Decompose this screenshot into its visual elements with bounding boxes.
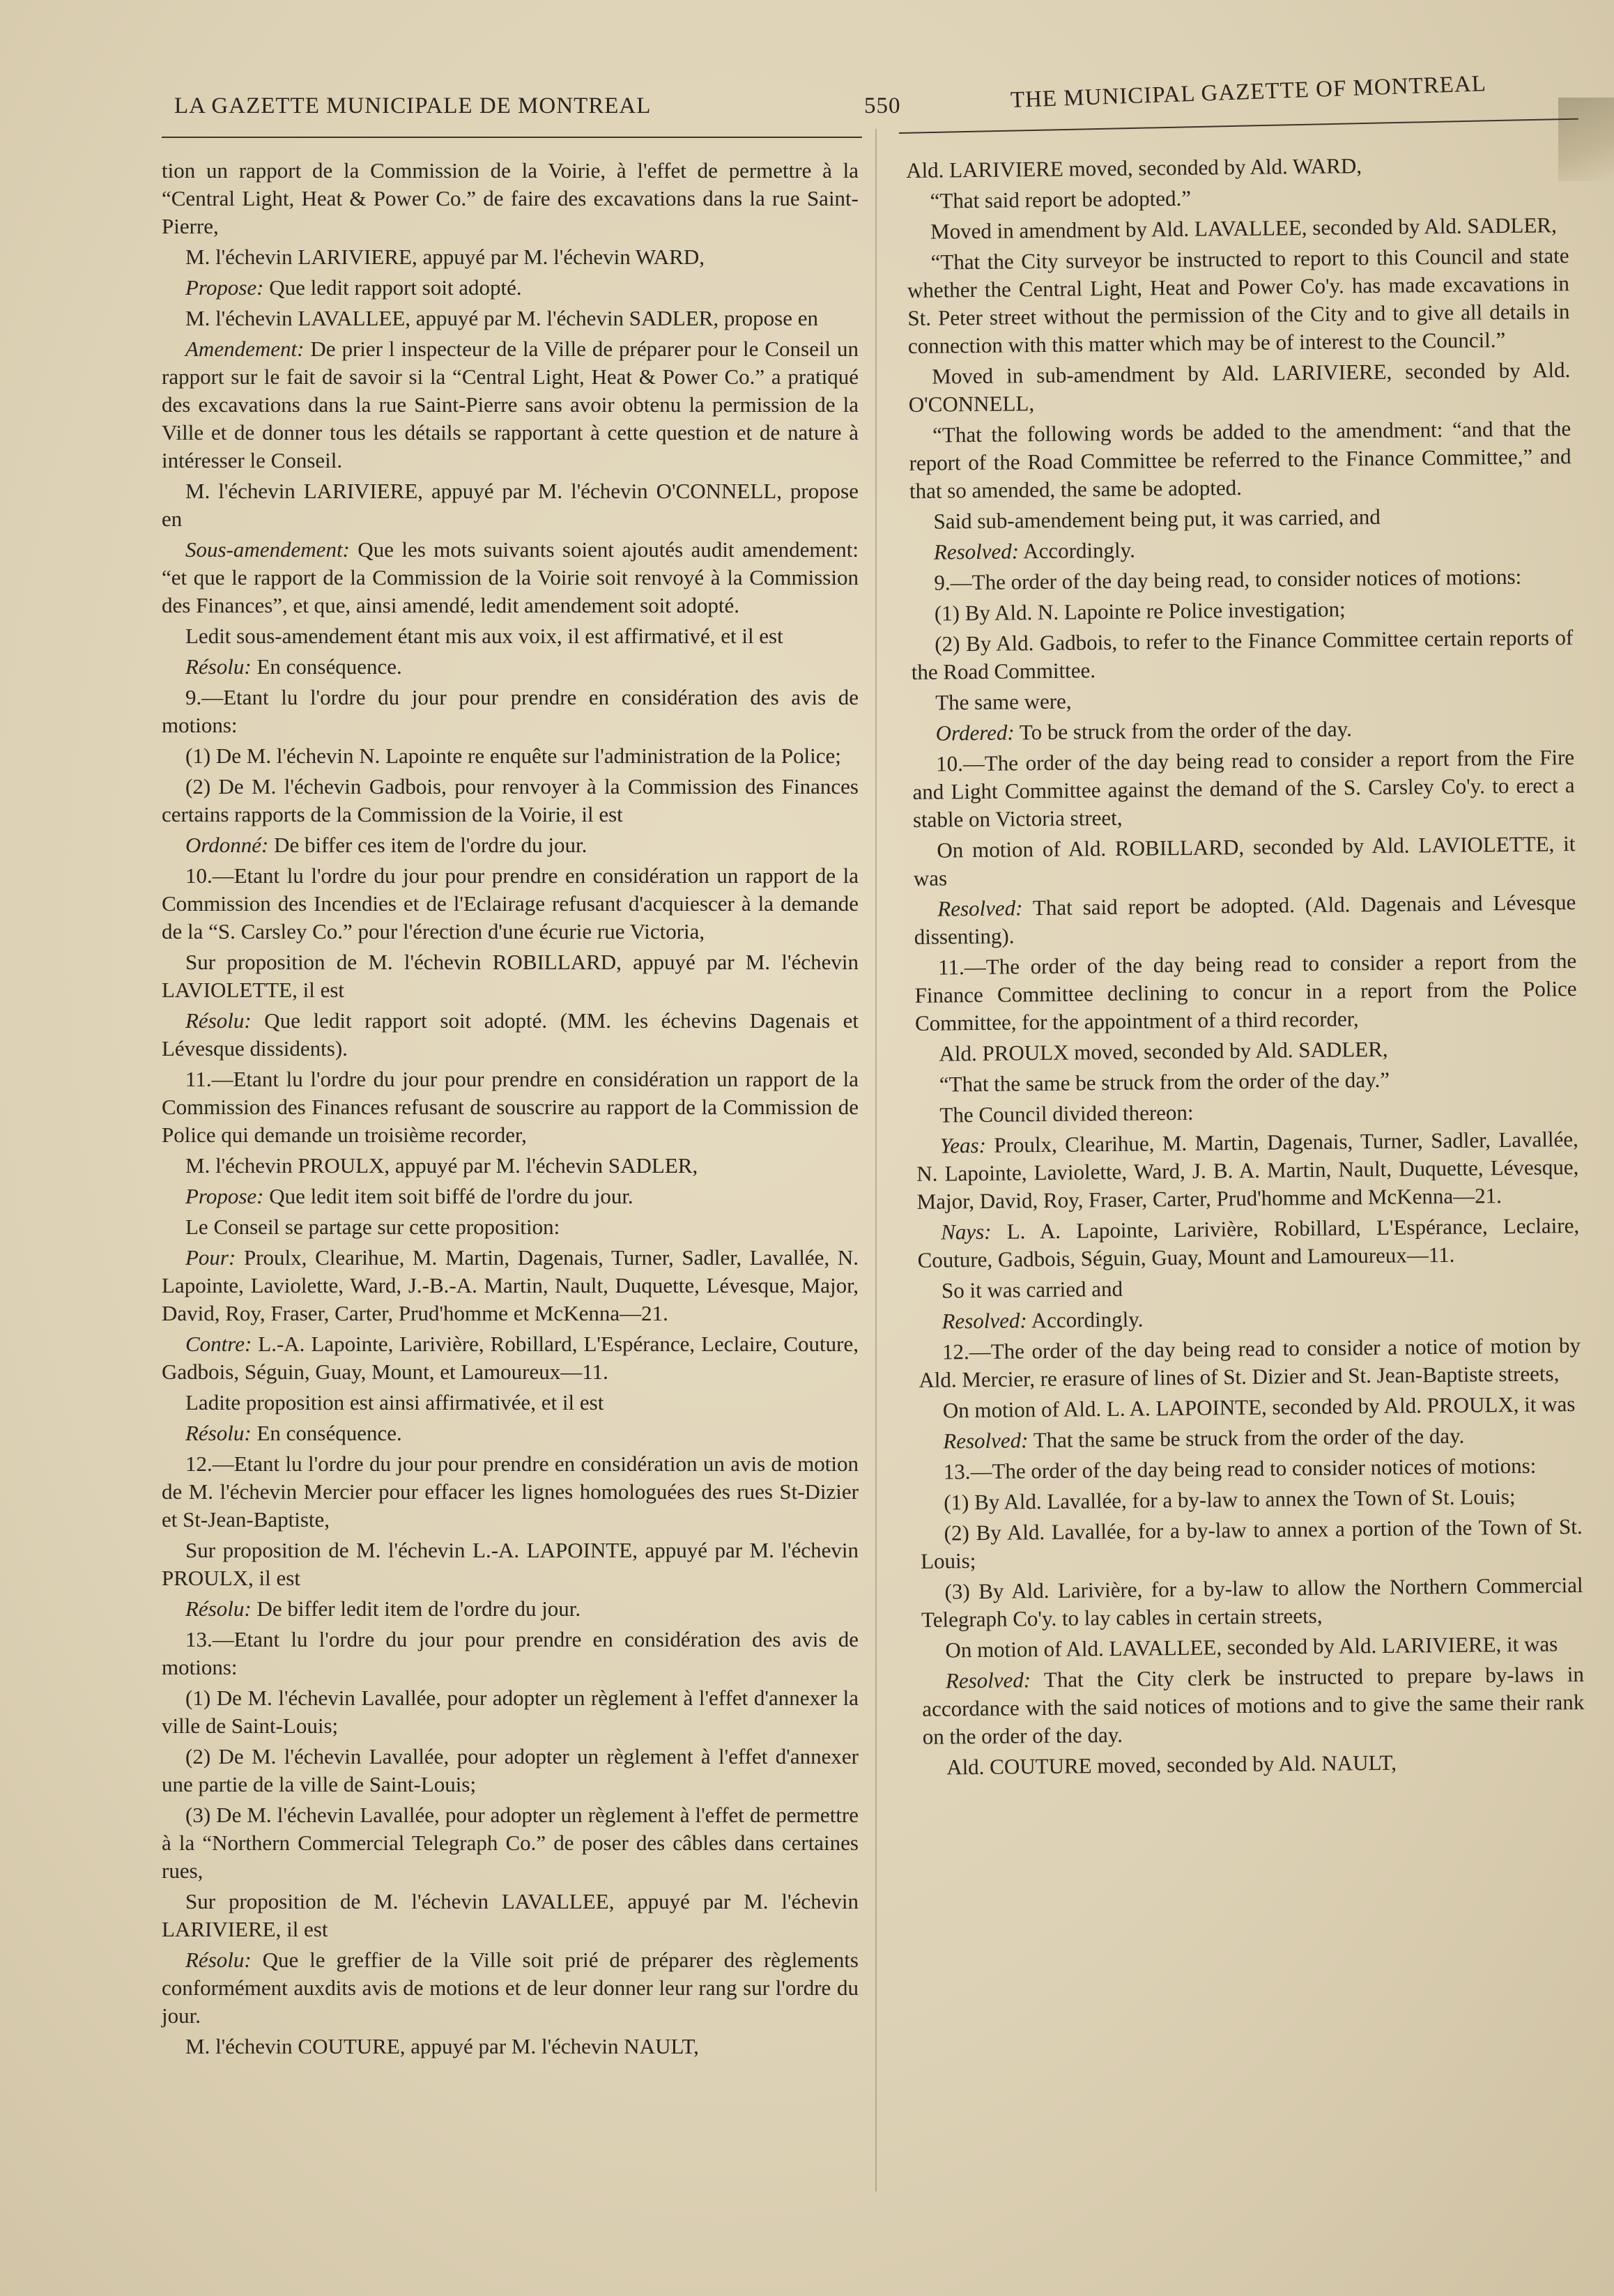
paragraph: M. l'échevin PROULX, appuyé par M. l'échevin SADLER, xyxy=(185,1153,698,1178)
paragraph: Resolved: That said report be adopted. (Ald. Dagenais and Lévesque dissenting). xyxy=(914,889,1576,949)
paragraph: 13.—Etant lu l'ordre du jour pour prendre en considération des avis de motions: xyxy=(162,1627,859,1679)
paragraph: Said sub-amendement being put, it was carried, and xyxy=(933,504,1381,534)
procedural-keyword: Resolved: xyxy=(943,1428,1029,1454)
paragraph: 12.—Etant lu l'ordre du jour pour prendre en considération un avis de motion de M. l'échevin Mercier pour effacer les lignes homologuées des rues St-Dizier et St-Jean-Baptiste, xyxy=(162,1451,859,1532)
paragraph: M. l'échevin COUTURE, appuyé par M. l'échevin NAULT, xyxy=(185,2034,699,2058)
procedural-keyword: Propose: xyxy=(185,1184,264,1208)
procedural-keyword: Resolved: xyxy=(937,895,1023,921)
paragraph: (1) By Ald. N. Lapointe re Police investigation; xyxy=(934,596,1346,626)
header-french-title: LA GAZETTE MUNICIPALE DE MONTREAL xyxy=(174,93,652,118)
paragraph: (1) By Ald. Lavallée, for a by-law to annex the Town of St. Louis; xyxy=(944,1484,1516,1515)
header-english-title: THE MUNICIPAL GAZETTE OF MONTREAL xyxy=(1010,71,1487,113)
paragraph: Resolved: That the same be struck from the order of the day. xyxy=(943,1423,1465,1454)
paragraph: Amendement: De prier l inspecteur de la Ville de préparer pour le Conseil un rapport sur le fait de savoir si la “Central Light, Heat & Power Co.” a pratiqué des excavations dans la rue Saint-Pierre sans avoir obtenu la permission de la Ville et de donner tous les détails se rapportant à cette question et de nature à intéresser le Conseil. xyxy=(162,337,859,472)
paragraph: On motion of Ald. ROBILLARD, seconded by Ald. LAVIOLETTE, it was xyxy=(913,831,1576,891)
paragraph: 11.—The order of the day being read to consider a report from the Finance Committee declining to concur in a report from the Police Committee, for the appointment of a third recorder, xyxy=(914,948,1577,1035)
page-header xyxy=(160,71,1561,128)
paragraph: Ordered: To be struck from the order of the day. xyxy=(935,716,1353,746)
paragraph: Résolu: En conséquence. xyxy=(185,1421,402,1445)
paragraph: 9.—The order of the day being read, to consider notices of motions: xyxy=(934,564,1522,595)
paragraph: “That the same be struck from the order of the day.” xyxy=(939,1067,1390,1097)
paragraph: Resolved: That the City clerk be instructed to prepare by-laws in accordance with the said notices of motions and to give the same their rank on the order of the day. xyxy=(922,1661,1585,1749)
paragraph: So it was carried and xyxy=(941,1276,1123,1303)
page-number: 550 xyxy=(864,93,901,118)
paragraph: Ald. LARIVIERE moved, seconded by Ald. WARD, xyxy=(906,153,1362,183)
paragraph: Pour: Proulx, Clearihue, M. Martin, Dagenais, Turner, Sadler, Lavallée, N. Lapointe, Laviolette, Ward, J.-B.-A. Martin, Nault, Duquette, Lévesque, Major, David, Roy, Fraser, Carter, Prud'homme et McKenna—21. xyxy=(162,1245,859,1325)
paragraph: On motion of Ald. L. A. LAPOINTE, seconded by Ald. PROULX, it was xyxy=(942,1392,1576,1423)
procedural-keyword: Ordered: xyxy=(935,720,1015,746)
paragraph: Résolu: En conséquence. xyxy=(185,654,402,679)
paragraph: “That the City surveyor be instructed to report to this Council and state whether the Central Light, Heat and Power Co'y. has made excavations in St. Peter street without the permission of the City and to give all details in connection with this matter which may be of interest to the Council.” xyxy=(907,243,1570,358)
paragraph: Sous-amendement: Que les mots suivants soient ajoutés audit amendement: “et que le rapport de la Commission de la Voirie soit renvoyé à la Commission des Finances”, et que, ainsi amendé, ledit amendement soit adopté. xyxy=(162,537,859,617)
procedural-keyword: Amendement: xyxy=(185,337,305,361)
procedural-keyword: Résolu: xyxy=(185,1008,252,1033)
paragraph: Propose: Que ledit rapport soit adopté. xyxy=(185,275,522,300)
paragraph: M. l'échevin LARIVIERE, appuyé par M. l'échevin O'CONNELL, propose en xyxy=(162,479,859,531)
paragraph: Le Conseil se partage sur cette proposition: xyxy=(185,1215,560,1239)
procedural-keyword: Nays: xyxy=(940,1219,992,1245)
paragraph: Moved in sub-amendment by Ald. LARIVIERE, seconded by Ald. O'CONNELL, xyxy=(908,357,1571,417)
paragraph: 11.—Etant lu l'ordre du jour pour prendre en considération un rapport de la Commission des Finances refusant de souscrire au rapport de la Commission de Police qui demande un troisième recorder, xyxy=(162,1067,859,1147)
paragraph: Resolved: Accordingly. xyxy=(942,1307,1144,1334)
paragraph: 12.—The order of the day being read to consider a notice of motion by Ald. Mercier, re erasure of lines of St. Dizier and St. Jean-Baptiste streets, xyxy=(919,1332,1581,1392)
paragraph: Ordonné: De biffer ces item de l'ordre du jour. xyxy=(185,833,587,857)
paragraph: Propose: Que ledit item soit biffé de l'ordre du jour. xyxy=(185,1184,633,1208)
english-column xyxy=(906,150,1585,1785)
paragraph: Résolu: Que le greffier de la Ville soit prié de préparer des règlements conformément auxdits avis de motions et de leur donner leur rang sur l'ordre du jour. xyxy=(162,1948,859,2028)
procedural-keyword: Sous-amendement: xyxy=(185,537,350,562)
paragraph: Résolu: De biffer ledit item de l'ordre du jour. xyxy=(185,1596,581,1621)
procedural-keyword: Ordonné: xyxy=(185,833,269,857)
paragraph: “That the following words be added to the amendment: “and that the report of the Road Committee be referred to the Finance Committee,” and that so amended, the same be adopted. xyxy=(909,416,1571,503)
paragraph: 13.—The order of the day being read to consider notices of motions: xyxy=(943,1453,1537,1484)
paragraph: Yeas: Proulx, Clearihue, M. Martin, Dagenais, Turner, Sadler, Lavallée, N. Lapointe, Laviolette, Ward, J. B. A. Martin, Nault, Duquette, Lévesque, Major, David, Roy, Fraser, Carter, Prud'homme and McKenna—21. xyxy=(916,1126,1579,1214)
paragraph: Ald. PROULX moved, seconded by Ald. SADLER, xyxy=(939,1036,1388,1066)
paragraph: (3) By Ald. Larivière, for a by-law to allow the Northern Commercial Telegraph Co'y. to lay cables in certain streets, xyxy=(921,1572,1583,1632)
paragraph: Contre: L.-A. Lapointe, Larivière, Robillard, L'Espérance, Leclaire, Couture, Gadbois, Séguin, Guay, Mount, et Lamoureux—11. xyxy=(162,1332,859,1384)
header-rule-left xyxy=(162,137,862,138)
paragraph: (2) De M. l'échevin Gadbois, pour renvoyer à la Commission des Finances certains rapports de la Commission de la Voirie, il est xyxy=(162,774,859,826)
paragraph: M. l'échevin LAVALLEE, appuyé par M. l'échevin SADLER, propose en xyxy=(185,306,818,330)
procedural-keyword: Pour: xyxy=(185,1245,236,1270)
paragraph: Resolved: Accordingly. xyxy=(933,537,1136,564)
paragraph: Ledit sous-amendement étant mis aux voix, il est affirmativé, et il est xyxy=(185,624,783,648)
procedural-keyword: Yeas: xyxy=(939,1132,987,1158)
paragraph: (2) By Ald. Gadbois, to refer to the Finance Committee certain reports of the Road Committee. xyxy=(911,625,1574,684)
procedural-keyword: Propose: xyxy=(185,275,264,300)
paragraph: Moved in amendment by Ald. LAVALLEE, seconded by Ald. SADLER, xyxy=(930,213,1557,244)
paragraph: Ladite proposition est ainsi affirmativée, et il est xyxy=(185,1390,604,1415)
paragraph: The Council divided thereon: xyxy=(939,1100,1194,1127)
paragraph: 9.—Etant lu l'ordre du jour pour prendre en considération des avis de motions: xyxy=(162,685,859,737)
procedural-keyword: Contre: xyxy=(185,1332,252,1356)
paragraph: On motion of Ald. LAVALLEE, seconded by Ald. LARIVIERE, it was xyxy=(945,1631,1558,1663)
paragraph: Résolu: Que ledit rapport soit adopté. (MM. les échevins Dagenais et Lévesque dissidents). xyxy=(162,1008,859,1061)
paragraph: “That said report be adopted.” xyxy=(930,185,1192,213)
paragraph: (1) De M. l'échevin Lavallée, pour adopter un règlement à l'effet d'annexer la ville de Saint-Louis; xyxy=(162,1686,859,1738)
paragraph: Sur proposition de M. l'échevin LAVALLEE, appuyé par M. l'échevin LARIVIERE, il est xyxy=(162,1889,859,1941)
paragraph: Sur proposition de M. l'échevin ROBILLARD, appuyé par M. l'échevin LAVIOLETTE, il est xyxy=(162,950,859,1002)
procedural-keyword: Résolu: xyxy=(185,654,252,679)
column-divider xyxy=(875,129,877,2191)
procedural-keyword: Resolved: xyxy=(942,1308,1027,1334)
paragraph: tion un rapport de la Commission de la Voirie, à l'effet de permettre à la “Central Light, Heat & Power Co.” de faire des excavations dans la rue Saint-Pierre, xyxy=(162,158,859,238)
paragraph: 10.—Etant lu l'ordre du jour pour prendre en considération un rapport de la Commission des Incendies et de l'Eclairage refusant d'acquiescer à la demande de la “S. Carsley Co.” pour l'érection d'une écurie rue Victoria, xyxy=(162,863,859,943)
paragraph: Sur proposition de M. l'échevin L.-A. LAPOINTE, appuyé par M. l'échevin PROULX, il est xyxy=(162,1538,859,1590)
paragraph: Ald. COUTURE moved, seconded by Ald. NAULT, xyxy=(946,1750,1397,1780)
procedural-keyword: Résolu: xyxy=(185,1421,252,1445)
procedural-keyword: Résolu: xyxy=(185,1948,252,1972)
paragraph: Nays: L. A. Lapointe, Larivière, Robillard, L'Espérance, Leclaire, Couture, Gadbois, Séguin, Guay, Mount and Lamoureux—11. xyxy=(917,1212,1580,1272)
procedural-keyword: Resolved: xyxy=(933,539,1020,564)
paragraph: (2) De M. l'échevin Lavallée, pour adopter un règlement à l'effet d'annexer une partie de la ville de Saint-Louis; xyxy=(162,1744,859,1796)
paragraph: M. l'échevin LARIVIERE, appuyé par M. l'échevin WARD, xyxy=(185,245,705,269)
paragraph: (1) De M. l'échevin N. Lapointe re enquête sur l'administration de la Police; xyxy=(185,743,841,768)
paragraph: 10.—The order of the day being read to consider a report from the Fire and Light Committee against the demand of the S. Carsley Co'y. to erect a stable on Victoria street, xyxy=(912,745,1575,832)
paragraph: (2) By Ald. Lavallée, for a by-law to annex a portion of the Town of St. Louis; xyxy=(920,1513,1583,1573)
procedural-keyword: Resolved: xyxy=(945,1667,1031,1693)
paragraph: (3) De M. l'échevin Lavallée, pour adopter un règlement à l'effet de permettre à la “Northern Commercial Telegraph Co.” de poser des câbles dans certaines rues, xyxy=(162,1803,859,1883)
paragraph: The same were, xyxy=(935,688,1072,715)
french-column xyxy=(162,157,859,2063)
procedural-keyword: Résolu: xyxy=(185,1596,252,1621)
